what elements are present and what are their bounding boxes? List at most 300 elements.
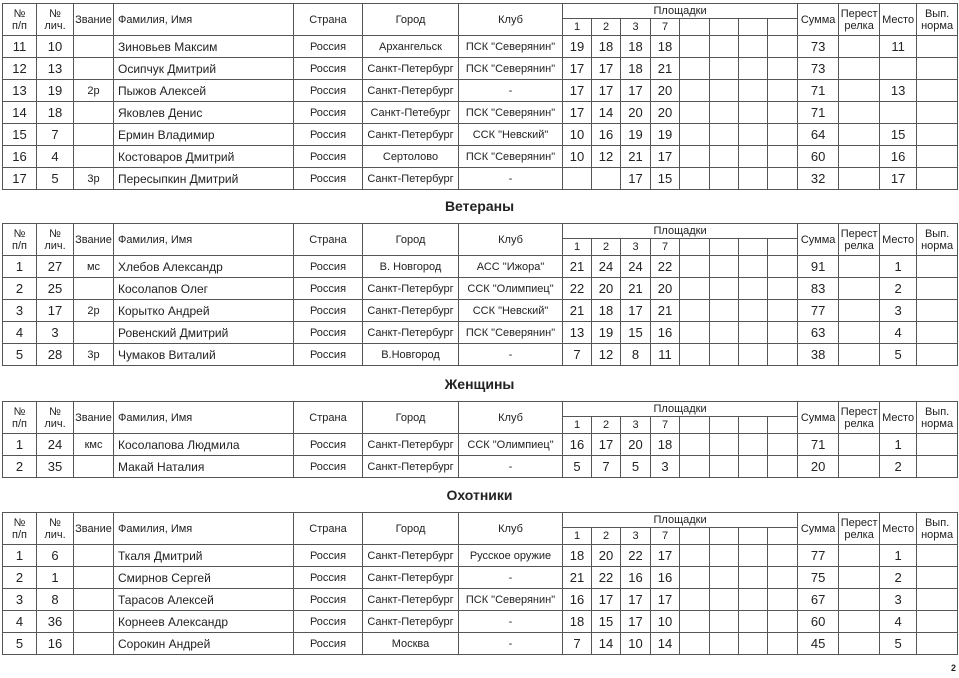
cell-sum: 67: [798, 589, 839, 611]
results-table: [2, 512, 958, 655]
cell-norm: [917, 168, 958, 190]
header-row: [3, 224, 958, 239]
header-ground-empty: [710, 239, 739, 256]
cell-ground-empty: [739, 146, 768, 168]
header-ground-2: 2: [592, 19, 621, 36]
cell-norm: [917, 633, 958, 655]
header-ground-empty: [739, 19, 768, 36]
header-shootoff: Перест релка: [839, 4, 880, 36]
cell-city: В.Новгород: [363, 344, 459, 366]
cell-rank: [74, 278, 114, 300]
table-row: [3, 300, 958, 322]
cell-sum: 45: [798, 633, 839, 655]
header-ground-2: 2: [592, 239, 621, 256]
cell-ground-empty: [768, 58, 798, 80]
cell-place: 4: [880, 611, 917, 633]
cell-ground-empty: [768, 36, 798, 58]
cell-ground-empty: [680, 36, 710, 58]
header-ground-7: 7: [651, 528, 680, 545]
table-row: [3, 545, 958, 567]
header-place: Место: [880, 4, 917, 36]
cell-place: 2: [880, 567, 917, 589]
header-name: Фамилия, Имя: [114, 402, 294, 434]
header-row: [3, 513, 958, 528]
cell-g7: 20: [651, 278, 680, 300]
cell-g7: 10: [651, 611, 680, 633]
cell-lich: 1: [37, 567, 74, 589]
cell-ground-empty: [739, 124, 768, 146]
cell-ground-empty: [768, 102, 798, 124]
table-row: [3, 58, 958, 80]
cell-rank: мс: [74, 256, 114, 278]
header-rank: Звание: [74, 402, 114, 434]
cell-lich: 35: [37, 456, 74, 478]
table-row: [3, 256, 958, 278]
cell-country: Россия: [294, 456, 363, 478]
cell-ground-empty: [739, 589, 768, 611]
cell-norm: [917, 611, 958, 633]
cell-ground-empty: [680, 567, 710, 589]
header-pp: № п/п: [3, 4, 37, 36]
cell-sum: 75: [798, 567, 839, 589]
cell-shootoff: [839, 102, 880, 124]
cell-g7: 18: [651, 36, 680, 58]
cell-g3: 18: [621, 36, 651, 58]
header-city: Город: [363, 4, 459, 36]
cell-g1: 5: [563, 456, 592, 478]
cell-pp: 13: [3, 80, 37, 102]
cell-name: Ткаля Дмитрий: [114, 545, 294, 567]
cell-sum: 71: [798, 80, 839, 102]
cell-shootoff: [839, 456, 880, 478]
cell-norm: [917, 278, 958, 300]
cell-ground-empty: [680, 80, 710, 102]
cell-norm: [917, 36, 958, 58]
cell-g2: 15: [592, 611, 621, 633]
cell-rank: 2р: [74, 300, 114, 322]
cell-g3: 21: [621, 146, 651, 168]
cell-ground-empty: [739, 58, 768, 80]
header-ground-3: 3: [621, 417, 651, 434]
cell-name: Сорокин Андрей: [114, 633, 294, 655]
cell-g3: 5: [621, 456, 651, 478]
header-ground-1: 1: [563, 239, 592, 256]
cell-club: ССК "Невский": [459, 300, 563, 322]
cell-g3: 17: [621, 300, 651, 322]
cell-ground-empty: [710, 124, 739, 146]
cell-ground-empty: [739, 278, 768, 300]
cell-sum: 32: [798, 168, 839, 190]
cell-shootoff: [839, 567, 880, 589]
cell-ground-empty: [768, 611, 798, 633]
cell-g2: 22: [592, 567, 621, 589]
cell-g2: 24: [592, 256, 621, 278]
cell-name: Чумаков Виталий: [114, 344, 294, 366]
cell-pp: 14: [3, 102, 37, 124]
cell-sum: 64: [798, 124, 839, 146]
cell-g7: 17: [651, 589, 680, 611]
cell-name: Макай Наталия: [114, 456, 294, 478]
cell-name: Ермин Владимир: [114, 124, 294, 146]
cell-g1: 17: [563, 80, 592, 102]
cell-shootoff: [839, 434, 880, 456]
cell-country: Россия: [294, 146, 363, 168]
cell-country: Россия: [294, 58, 363, 80]
cell-club: ПСК "Северянин": [459, 58, 563, 80]
cell-ground-empty: [739, 344, 768, 366]
cell-place: 13: [880, 80, 917, 102]
cell-lich: 10: [37, 36, 74, 58]
cell-g2: 17: [592, 58, 621, 80]
cell-rank: [74, 567, 114, 589]
cell-place: 15: [880, 124, 917, 146]
cell-g7: 22: [651, 256, 680, 278]
cell-ground-empty: [680, 256, 710, 278]
cell-ground-empty: [739, 545, 768, 567]
cell-lich: 18: [37, 102, 74, 124]
cell-place: 2: [880, 278, 917, 300]
cell-lich: 3: [37, 322, 74, 344]
cell-club: -: [459, 633, 563, 655]
table-row: [3, 567, 958, 589]
table-row: [3, 102, 958, 124]
cell-g3: 24: [621, 256, 651, 278]
cell-ground-empty: [710, 80, 739, 102]
cell-pp: 4: [3, 322, 37, 344]
cell-norm: [917, 589, 958, 611]
cell-name: Хлебов Александр: [114, 256, 294, 278]
cell-pp: 1: [3, 434, 37, 456]
cell-sum: 38: [798, 344, 839, 366]
cell-ground-empty: [768, 434, 798, 456]
cell-lich: 17: [37, 300, 74, 322]
cell-g1: 21: [563, 256, 592, 278]
cell-city: Москва: [363, 633, 459, 655]
cell-norm: [917, 124, 958, 146]
cell-ground-empty: [680, 102, 710, 124]
cell-country: Россия: [294, 322, 363, 344]
cell-rank: [74, 58, 114, 80]
cell-ground-empty: [739, 456, 768, 478]
cell-shootoff: [839, 344, 880, 366]
cell-g2: 12: [592, 344, 621, 366]
cell-g1: 21: [563, 300, 592, 322]
cell-ground-empty: [768, 80, 798, 102]
cell-ground-empty: [680, 322, 710, 344]
header-ground-7: 7: [651, 239, 680, 256]
page-number: 2: [950, 663, 956, 673]
cell-shootoff: [839, 589, 880, 611]
cell-club: -: [459, 344, 563, 366]
header-place: Место: [880, 224, 917, 256]
cell-sum: 60: [798, 611, 839, 633]
cell-norm: [917, 58, 958, 80]
header-ground-empty: [768, 239, 798, 256]
header-norm: Вып. норма: [917, 402, 958, 434]
header-norm: Вып. норма: [917, 513, 958, 545]
cell-g2: 16: [592, 124, 621, 146]
cell-pp: 2: [3, 278, 37, 300]
header-ground-1: 1: [563, 417, 592, 434]
cell-g3: 21: [621, 278, 651, 300]
cell-sum: 71: [798, 434, 839, 456]
cell-country: Россия: [294, 300, 363, 322]
cell-name: Смирнов Сергей: [114, 567, 294, 589]
header-city: Город: [363, 513, 459, 545]
header-club: Клуб: [459, 402, 563, 434]
header-ground-2: 2: [592, 528, 621, 545]
cell-lich: 13: [37, 58, 74, 80]
cell-name: Яковлев Денис: [114, 102, 294, 124]
cell-pp: 12: [3, 58, 37, 80]
cell-g1: 10: [563, 124, 592, 146]
cell-lich: 27: [37, 256, 74, 278]
cell-g2: 14: [592, 633, 621, 655]
cell-g2: 14: [592, 102, 621, 124]
cell-ground-empty: [710, 36, 739, 58]
cell-rank: [74, 589, 114, 611]
cell-club: ПСК "Северянин": [459, 36, 563, 58]
cell-rank: [74, 124, 114, 146]
cell-ground-empty: [739, 611, 768, 633]
cell-name: Корнеев Александр: [114, 611, 294, 633]
results-table: [2, 3, 958, 190]
header-grounds: Площадки: [563, 402, 798, 417]
cell-shootoff: [839, 611, 880, 633]
results-table: [2, 401, 958, 478]
cell-city: В. Новгород: [363, 256, 459, 278]
cell-ground-empty: [710, 611, 739, 633]
cell-ground-empty: [710, 567, 739, 589]
cell-norm: [917, 545, 958, 567]
cell-g1: 10: [563, 146, 592, 168]
cell-club: ПСК "Северянин": [459, 146, 563, 168]
table-row: [3, 633, 958, 655]
cell-city: Санкт-Петербург: [363, 545, 459, 567]
cell-g1: 7: [563, 344, 592, 366]
cell-city: Санкт-Петербург: [363, 300, 459, 322]
header-city: Город: [363, 224, 459, 256]
cell-club: -: [459, 80, 563, 102]
cell-g7: 11: [651, 344, 680, 366]
cell-g3: 20: [621, 434, 651, 456]
cell-rank: [74, 36, 114, 58]
cell-pp: 5: [3, 344, 37, 366]
cell-shootoff: [839, 36, 880, 58]
table-row: [3, 611, 958, 633]
cell-g7: 18: [651, 434, 680, 456]
cell-lich: 28: [37, 344, 74, 366]
cell-club: ПСК "Северянин": [459, 589, 563, 611]
cell-sum: 71: [798, 102, 839, 124]
cell-shootoff: [839, 146, 880, 168]
cell-ground-empty: [710, 545, 739, 567]
cell-g1: 7: [563, 633, 592, 655]
cell-pp: 11: [3, 36, 37, 58]
cell-sum: 60: [798, 146, 839, 168]
cell-sum: 83: [798, 278, 839, 300]
cell-lich: 19: [37, 80, 74, 102]
header-club: Клуб: [459, 513, 563, 545]
cell-ground-empty: [739, 567, 768, 589]
cell-city: Санкт-Петербург: [363, 611, 459, 633]
cell-ground-empty: [768, 633, 798, 655]
cell-g3: 18: [621, 58, 651, 80]
cell-place: 4: [880, 322, 917, 344]
cell-lich: 16: [37, 633, 74, 655]
cell-place: 17: [880, 168, 917, 190]
cell-shootoff: [839, 168, 880, 190]
cell-name: Пересыпкин Дмитрий: [114, 168, 294, 190]
header-ground-empty: [768, 19, 798, 36]
cell-ground-empty: [680, 278, 710, 300]
cell-norm: [917, 80, 958, 102]
cell-rank: 2р: [74, 80, 114, 102]
header-grounds: Площадки: [563, 513, 798, 528]
cell-g2: 18: [592, 300, 621, 322]
cell-club: ПСК "Северянин": [459, 102, 563, 124]
cell-g3: 22: [621, 545, 651, 567]
header-ground-1: 1: [563, 19, 592, 36]
cell-city: Санкт-Петербург: [363, 567, 459, 589]
header-ground-empty: [680, 19, 710, 36]
header-name: Фамилия, Имя: [114, 224, 294, 256]
header-name: Фамилия, Имя: [114, 513, 294, 545]
cell-rank: [74, 611, 114, 633]
cell-shootoff: [839, 278, 880, 300]
cell-g7: 19: [651, 124, 680, 146]
cell-g3: 17: [621, 589, 651, 611]
cell-city: Санкт-Петербург: [363, 168, 459, 190]
header-shootoff: Перест релка: [839, 513, 880, 545]
cell-country: Россия: [294, 545, 363, 567]
cell-country: Россия: [294, 633, 363, 655]
header-ground-empty: [768, 528, 798, 545]
cell-pp: 17: [3, 168, 37, 190]
cell-ground-empty: [680, 300, 710, 322]
cell-country: Россия: [294, 434, 363, 456]
cell-g1: [563, 168, 592, 190]
cell-g3: 16: [621, 567, 651, 589]
cell-ground-empty: [710, 300, 739, 322]
cell-lich: 4: [37, 146, 74, 168]
cell-pp: 1: [3, 256, 37, 278]
cell-place: 1: [880, 434, 917, 456]
header-lich: № лич.: [37, 4, 74, 36]
cell-name: Зиновьев Максим: [114, 36, 294, 58]
cell-club: Русское оружие: [459, 545, 563, 567]
cell-city: Санкт-Петербург: [363, 456, 459, 478]
cell-ground-empty: [710, 344, 739, 366]
cell-club: -: [459, 567, 563, 589]
cell-country: Россия: [294, 589, 363, 611]
cell-shootoff: [839, 300, 880, 322]
cell-place: 2: [880, 456, 917, 478]
cell-country: Россия: [294, 567, 363, 589]
header-country: Страна: [294, 513, 363, 545]
header-sum: Сумма: [798, 402, 839, 434]
cell-lich: 5: [37, 168, 74, 190]
header-pp: № п/п: [3, 402, 37, 434]
cell-shootoff: [839, 58, 880, 80]
cell-name: Ровенский Дмитрий: [114, 322, 294, 344]
cell-ground-empty: [768, 322, 798, 344]
header-ground-empty: [710, 528, 739, 545]
results-table: [2, 223, 958, 366]
cell-g1: 13: [563, 322, 592, 344]
section-title: Женщины: [444, 376, 515, 392]
cell-rank: [74, 102, 114, 124]
cell-ground-empty: [739, 633, 768, 655]
cell-g7: 16: [651, 322, 680, 344]
cell-sum: 77: [798, 300, 839, 322]
header-shootoff: Перест релка: [839, 224, 880, 256]
header-ground-7: 7: [651, 19, 680, 36]
header-rank: Звание: [74, 513, 114, 545]
cell-club: -: [459, 611, 563, 633]
header-ground-empty: [739, 417, 768, 434]
cell-pp: 15: [3, 124, 37, 146]
header-name: Фамилия, Имя: [114, 4, 294, 36]
header-grounds: Площадки: [563, 224, 798, 239]
cell-g2: 17: [592, 589, 621, 611]
cell-shootoff: [839, 80, 880, 102]
cell-ground-empty: [710, 146, 739, 168]
cell-ground-empty: [768, 589, 798, 611]
cell-sum: 73: [798, 36, 839, 58]
header-pp: № п/п: [3, 224, 37, 256]
cell-g1: 17: [563, 58, 592, 80]
cell-ground-empty: [768, 300, 798, 322]
table-row: [3, 589, 958, 611]
cell-ground-empty: [739, 322, 768, 344]
header-place: Место: [880, 513, 917, 545]
cell-g2: 19: [592, 322, 621, 344]
cell-norm: [917, 146, 958, 168]
header-ground-empty: [680, 417, 710, 434]
header-rank: Звание: [74, 224, 114, 256]
header-city: Город: [363, 402, 459, 434]
cell-g1: 21: [563, 567, 592, 589]
cell-name: Тарасов Алексей: [114, 589, 294, 611]
cell-g2: 7: [592, 456, 621, 478]
cell-rank: [74, 456, 114, 478]
section-title: Охотники: [446, 487, 513, 503]
header-rank: Звание: [74, 4, 114, 36]
header-ground-empty: [739, 528, 768, 545]
cell-rank: [74, 545, 114, 567]
cell-country: Россия: [294, 36, 363, 58]
cell-shootoff: [839, 124, 880, 146]
header-ground-3: 3: [621, 19, 651, 36]
cell-rank: [74, 633, 114, 655]
cell-rank: 3р: [74, 168, 114, 190]
cell-shootoff: [839, 322, 880, 344]
header-lich: № лич.: [37, 224, 74, 256]
cell-g3: 8: [621, 344, 651, 366]
cell-city: Архангельск: [363, 36, 459, 58]
cell-sum: 20: [798, 456, 839, 478]
cell-ground-empty: [768, 168, 798, 190]
cell-shootoff: [839, 545, 880, 567]
cell-ground-empty: [680, 168, 710, 190]
cell-ground-empty: [710, 168, 739, 190]
cell-ground-empty: [680, 633, 710, 655]
cell-g3: 20: [621, 102, 651, 124]
header-ground-empty: [680, 239, 710, 256]
cell-g2: 17: [592, 434, 621, 456]
cell-g3: 17: [621, 80, 651, 102]
